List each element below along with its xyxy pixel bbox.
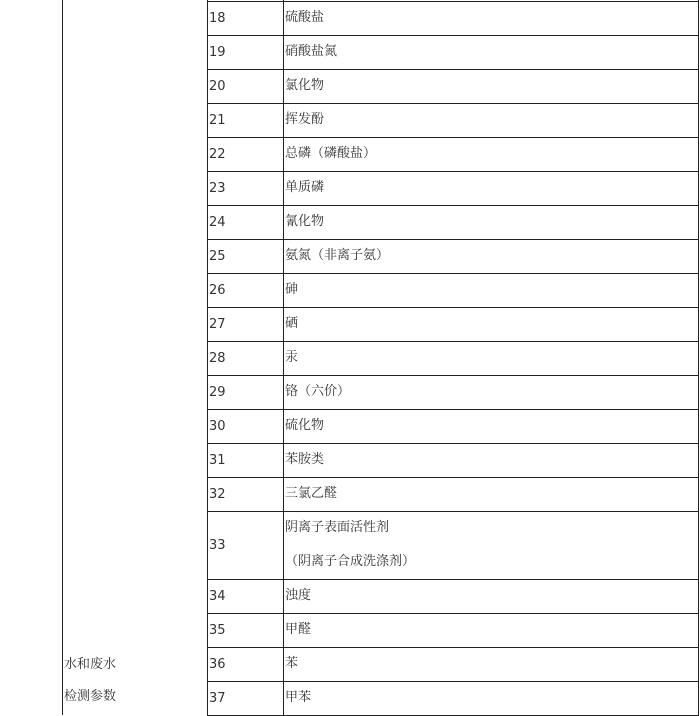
table-row (207, 443, 699, 477)
parameter-name (285, 35, 337, 69)
parameter-name-line: 汞 (285, 350, 299, 365)
parameter-name-line: 硝酸盐氮 (285, 44, 338, 59)
row-number: 21 (209, 112, 226, 128)
row-number: 23 (209, 180, 226, 196)
table-row (207, 205, 699, 239)
parameter-name-line: 挥发酚 (285, 112, 325, 127)
parameter-name-line: 苯 (285, 656, 299, 671)
parameter-name-line: 苯胺类 (285, 452, 325, 467)
row-number: 27 (209, 316, 226, 332)
parameter-name (285, 681, 311, 715)
parameter-name-line: 硫化物 (285, 418, 325, 433)
table-row (207, 137, 699, 171)
row-number: 24 (209, 214, 226, 230)
parameter-name-line: 砷 (285, 282, 299, 297)
table-row (207, 613, 699, 647)
row-number: 18 (209, 10, 226, 26)
parameter-name-line: 硒 (285, 316, 299, 331)
parameter-name (285, 341, 298, 375)
parameter-name (285, 613, 311, 647)
parameter-name (285, 205, 324, 239)
table-row (207, 477, 699, 511)
row-number: 26 (209, 282, 226, 298)
parameter-name-line: 氨氮（非离子氨） (285, 248, 390, 263)
row-number: 19 (209, 44, 226, 60)
parameter-name (285, 443, 324, 477)
parameter-name-line: 甲苯 (285, 690, 312, 705)
row-number: 32 (209, 486, 226, 502)
table-row (207, 375, 699, 409)
table-row (207, 647, 699, 681)
table-row (207, 103, 699, 137)
parameter-name-line: 氰化物 (285, 214, 325, 229)
parameter-name (285, 375, 350, 409)
parameter-name-line: 甲醛 (285, 622, 312, 637)
row-number: 29 (209, 384, 226, 400)
parameter-name (285, 647, 298, 681)
table-row (207, 171, 699, 205)
parameter-name-line: （阴离子合成洗涤剂） (285, 554, 416, 569)
table-row (207, 1, 699, 35)
table-row (207, 341, 699, 375)
row-number: 34 (209, 588, 226, 604)
table-row (207, 681, 699, 715)
parameter-name (285, 409, 324, 443)
row-number: 30 (209, 418, 226, 434)
category-label-line2: 检测参数 (64, 689, 117, 704)
row-number: 35 (209, 622, 226, 638)
parameter-name (285, 307, 298, 341)
table-row (207, 35, 699, 69)
parameter-name-line: 硫酸盐 (285, 10, 325, 25)
parameter-name-line: 三氯乙醛 (285, 486, 338, 501)
table-row (207, 511, 699, 579)
parameter-name (285, 579, 311, 613)
row-number: 33 (209, 537, 226, 553)
table-row (207, 239, 699, 273)
parameter-name (285, 239, 389, 273)
table-row (207, 273, 699, 307)
row-number: 31 (209, 452, 226, 468)
row-number: 25 (209, 248, 226, 264)
parameter-name (285, 273, 298, 307)
row-number: 28 (209, 350, 226, 366)
parameter-name (285, 511, 415, 579)
table-row (207, 409, 699, 443)
parameter-name (285, 171, 324, 205)
row-number: 36 (209, 656, 226, 672)
parameter-name (285, 477, 337, 511)
parameter-name-line: 单质磷 (285, 180, 325, 195)
row-number: 22 (209, 146, 226, 162)
category-label-line1: 水和废水 (64, 657, 117, 672)
row-number: 37 (209, 690, 226, 706)
parameter-name-line: 氯化物 (285, 78, 325, 93)
row-number: 20 (209, 78, 226, 94)
parameter-name (285, 103, 324, 137)
table-row (207, 579, 699, 613)
table-row (207, 69, 699, 103)
category-left-border (62, 0, 63, 715)
parameter-name (285, 69, 324, 103)
parameter-name-line: 铬（六价） (285, 384, 351, 399)
parameter-name-line: 阴离子表面活性剂 (285, 520, 390, 535)
parameter-name-line: 浊度 (285, 588, 312, 603)
table-row (207, 307, 699, 341)
parameter-name (285, 1, 324, 35)
parameter-name (285, 137, 376, 171)
parameter-name-line: 总磷（磷酸盐） (285, 146, 377, 161)
